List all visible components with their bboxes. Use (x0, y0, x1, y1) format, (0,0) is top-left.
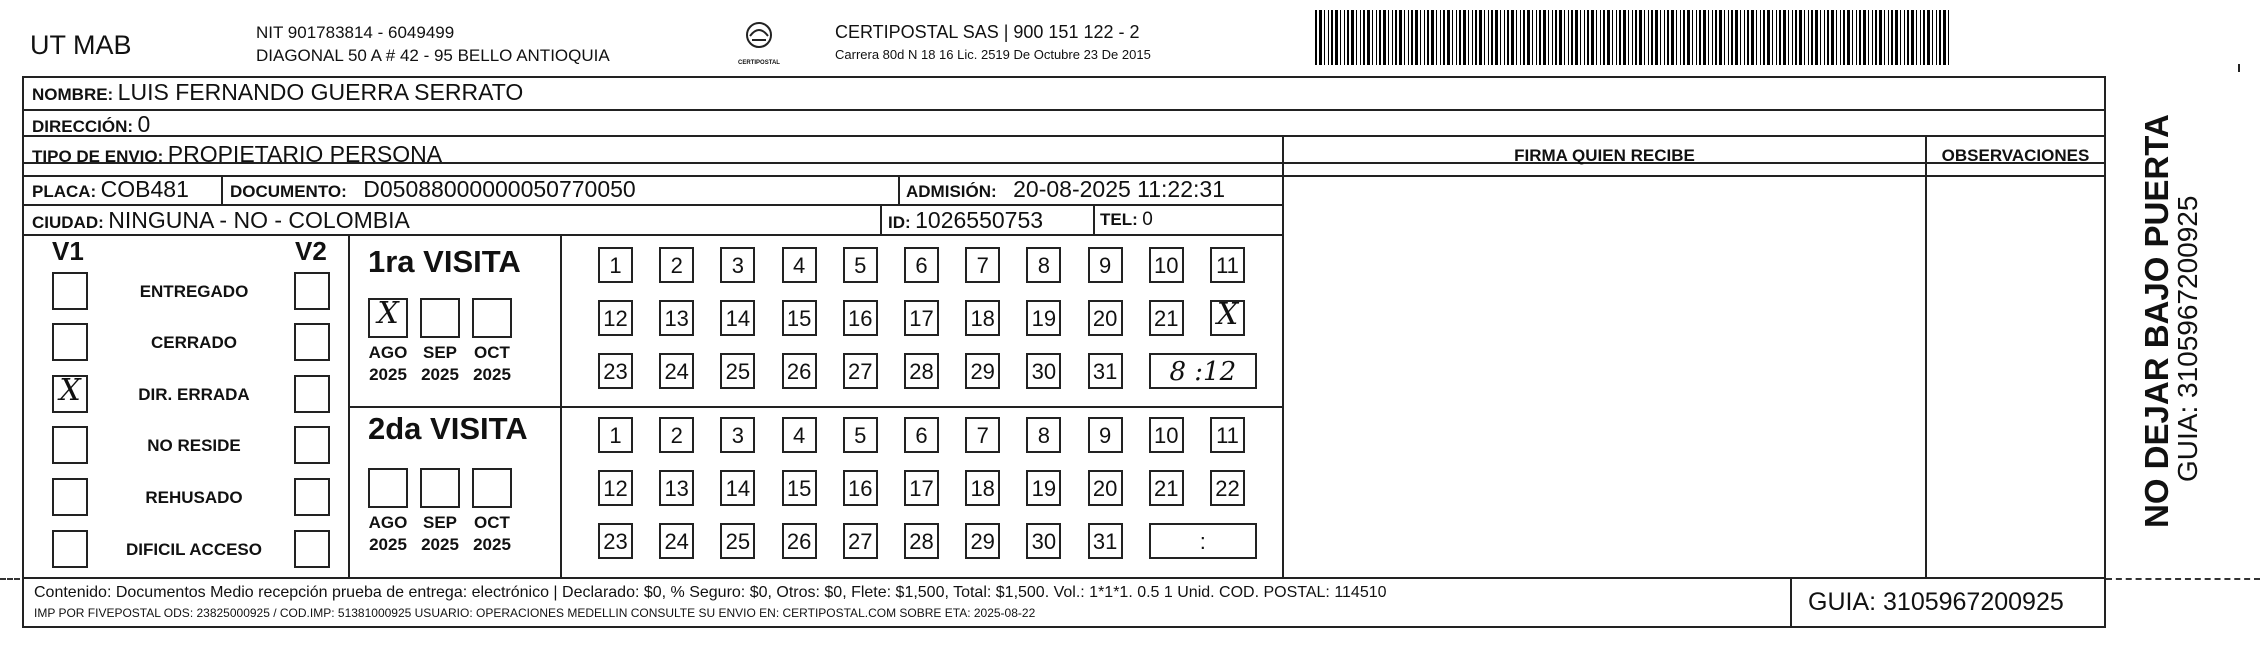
day-box[interactable]: 23 (598, 353, 633, 389)
day-box[interactable]: 18 (965, 470, 1000, 506)
edge-mark (2238, 64, 2240, 72)
col-line (880, 204, 882, 234)
col-line (1093, 204, 1095, 234)
status-option-label: NO RESIDE (147, 436, 241, 455)
id-field (888, 207, 1043, 234)
cut-line-left (0, 578, 20, 580)
day-box[interactable]: 15 (782, 470, 817, 506)
nombre-field (32, 79, 523, 106)
day-box[interactable]: 21 (1149, 470, 1184, 506)
ciudad-field (32, 207, 410, 234)
v2-checkbox[interactable] (294, 375, 330, 413)
day-box[interactable] (1210, 297, 1245, 336)
day-box[interactable]: 7 (965, 247, 1000, 283)
day-box[interactable]: 1 (598, 417, 633, 453)
col-line (221, 175, 223, 204)
frame-top (22, 76, 2106, 78)
day-box[interactable]: 5 (843, 417, 878, 453)
day-box[interactable]: 11 (1210, 247, 1245, 283)
handwritten-mark: X (1216, 297, 1239, 332)
day-box[interactable]: 28 (904, 353, 939, 389)
day-box[interactable]: 10 (1149, 247, 1184, 283)
frame-right (2104, 76, 2106, 628)
v1-header: V1 (52, 236, 84, 266)
day-box[interactable]: 29 (965, 353, 1000, 389)
frame-bottom (22, 626, 2106, 628)
day-box[interactable]: 4 (782, 417, 817, 453)
v1-checkbox[interactable] (52, 530, 88, 568)
v1-checkbox[interactable] (52, 375, 88, 413)
row-line (22, 109, 2106, 111)
day-box[interactable]: 17 (904, 470, 939, 506)
second-visit-title: 2da VISITA (368, 411, 528, 446)
id-value: 1026550753 (915, 207, 1044, 233)
month-label: AGO (368, 343, 408, 362)
side-guia: GUIA: 3105967200925 (2172, 195, 2203, 482)
day-box[interactable]: 7 (965, 417, 1000, 453)
day-box[interactable]: 27 (843, 523, 878, 559)
day-box[interactable]: 29 (965, 523, 1000, 559)
handwritten-mark: X (59, 373, 81, 408)
v2-checkbox[interactable] (294, 426, 330, 464)
month-label: OCT (474, 513, 510, 532)
month-label: AGO (368, 513, 408, 532)
documento-field (230, 176, 636, 203)
company-nit: NIT 901783814 - 6049499 (256, 23, 455, 42)
placa-value: COB481 (100, 176, 189, 202)
placa-label: PLACA: (32, 182, 97, 201)
day-box[interactable]: 2 (659, 417, 694, 453)
v1-checkbox[interactable] (52, 426, 88, 464)
tipo-envio-value: PROPIETARIO PERSONA (167, 141, 443, 167)
day-box[interactable]: 19 (1026, 300, 1061, 336)
v2-checkbox[interactable] (294, 478, 330, 516)
cut-line-right (2106, 578, 2260, 580)
day-box[interactable]: 24 (659, 353, 694, 389)
side-warning: NO DEJAR BAJO PUERTA (2138, 114, 2175, 528)
col-line (1282, 135, 1284, 577)
day-box[interactable]: 28 (904, 523, 939, 559)
certipostal-logo (728, 20, 790, 68)
handwritten-mark: X (377, 296, 399, 331)
day-box[interactable]: 12 (598, 300, 633, 336)
day-box[interactable]: 26 (782, 523, 817, 559)
day-box[interactable]: 6 (904, 247, 939, 283)
day-box[interactable]: 18 (965, 300, 1000, 336)
day-box[interactable]: 27 (843, 353, 878, 389)
day-box[interactable]: 31 (1088, 353, 1123, 389)
day-box[interactable]: 14 (720, 470, 755, 506)
day-box[interactable]: 11 (1210, 417, 1245, 453)
month-label: SEP (422, 513, 458, 532)
day-box[interactable]: 8 (1026, 417, 1061, 453)
day-box[interactable]: 20 (1088, 300, 1123, 336)
direccion-label: DIRECCIÓN: (32, 117, 134, 136)
day-box[interactable]: 30 (1026, 353, 1061, 389)
day-box[interactable]: 15 (782, 300, 817, 336)
company-name: UT MAB (30, 30, 132, 60)
day-box[interactable]: 13 (659, 470, 694, 506)
barcode (1315, 10, 1950, 65)
first-visit-title: 1ra VISITA (368, 244, 521, 279)
col-line (1790, 577, 1792, 627)
col-line (1925, 135, 1927, 577)
day-box[interactable]: 12 (598, 470, 633, 506)
nombre-value: LUIS FERNANDO GUERRA SERRATO (117, 79, 524, 105)
direccion-value: 0 (137, 111, 151, 137)
direccion-field (32, 111, 150, 138)
year-label: 2025 (421, 535, 459, 554)
day-box[interactable]: 31 (1088, 523, 1123, 559)
time-box[interactable]: 8 :12 (1149, 353, 1257, 389)
v2-header: V2 (295, 236, 327, 266)
day-box[interactable]: 22 (1210, 470, 1245, 506)
day-box[interactable]: 10 (1149, 417, 1184, 453)
ciudad-label: CIUDAD: (32, 213, 104, 232)
v1-checkbox[interactable] (52, 272, 88, 310)
tel-field (1100, 209, 1153, 231)
tel-label: TEL: (1100, 210, 1138, 229)
tipo-envio-field (32, 141, 442, 168)
day-box[interactable]: 3 (720, 247, 755, 283)
carrier-name: CERTIPOSTAL SAS | 900 151 122 - 2 (835, 22, 1140, 42)
day-box[interactable]: 6 (904, 417, 939, 453)
day-box[interactable]: 16 (843, 470, 878, 506)
nombre-label: NOMBRE: (32, 85, 114, 104)
year-label: 2025 (369, 365, 407, 384)
day-box[interactable]: 30 (1026, 523, 1061, 559)
documento-label: DOCUMENTO: (230, 182, 347, 201)
admision-field (906, 176, 1225, 203)
visit-divider (348, 406, 1284, 408)
row-line (22, 577, 2106, 579)
admision-label: ADMISIÓN: (906, 182, 997, 201)
day-box[interactable]: 23 (598, 523, 633, 559)
footer-guia: GUIA: 3105967200925 (1808, 588, 2064, 616)
footer-content: Contenido: Documentos Medio recepción prueba de entrega: electrónico | Declarado: $0, % Seguro: $0, Otros: $0, Flete: $1,500, Total: $1,500. Vol.: 1*1*1. 0.5 1 Unid. COD. POSTAL: 114510 (34, 584, 1387, 601)
status-option-label: DIFICIL ACCESO (125, 540, 262, 559)
year-label: 2025 (473, 535, 511, 554)
status-option-label: ENTREGADO (139, 282, 249, 301)
month-checkbox[interactable] (368, 298, 408, 338)
day-box[interactable]: 4 (782, 247, 817, 283)
admision-value: 20-08-2025 11:22:31 (1013, 176, 1225, 202)
month-label: SEP (422, 343, 458, 362)
v1-checkbox[interactable] (52, 478, 88, 516)
month-checkbox[interactable] (472, 298, 512, 338)
logo-emblem-icon (728, 20, 790, 54)
day-box[interactable]: 9 (1088, 417, 1123, 453)
day-box[interactable]: 2 (659, 247, 694, 283)
v2-checkbox[interactable] (294, 323, 330, 361)
status-option-label: REHUSADO (145, 488, 243, 507)
frame-left (22, 76, 24, 628)
row-line (22, 135, 2106, 137)
day-box[interactable]: 19 (1026, 470, 1061, 506)
day-box[interactable]: 9 (1088, 247, 1123, 283)
month-checkbox[interactable] (420, 468, 460, 508)
day-box[interactable]: 24 (659, 523, 694, 559)
observaciones-header: OBSERVACIONES (1941, 146, 2090, 165)
year-label: 2025 (369, 535, 407, 554)
day-box[interactable]: 17 (904, 300, 939, 336)
id-label: ID: (888, 213, 911, 232)
day-box[interactable]: 16 (843, 300, 878, 336)
month-label: OCT (474, 343, 510, 362)
day-box[interactable]: 20 (1088, 470, 1123, 506)
month-checkbox[interactable] (368, 468, 408, 508)
day-box[interactable]: 13 (659, 300, 694, 336)
year-label: 2025 (421, 365, 459, 384)
carrier-address: Carrera 80d N 18 16 Lic. 2519 De Octubre 23 De 2015 (835, 47, 1151, 62)
day-box[interactable]: 26 (782, 353, 817, 389)
placa-field (32, 176, 189, 203)
day-box[interactable]: 25 (720, 353, 755, 389)
day-box[interactable]: 25 (720, 523, 755, 559)
tipo-envio-label: TIPO DE ENVIO: (32, 147, 164, 166)
v2-checkbox[interactable] (294, 530, 330, 568)
month-checkbox[interactable] (472, 468, 512, 508)
status-option-label: CERRADO (151, 333, 237, 352)
day-box[interactable]: 3 (720, 417, 755, 453)
year-label: 2025 (473, 365, 511, 384)
status-option-label: DIR. ERRADA (138, 385, 250, 404)
logo-text: CERTIPOSTAL (738, 60, 780, 66)
tel-value: 0 (1142, 209, 1153, 230)
day-box[interactable]: 1 (598, 247, 633, 283)
footer-imp: IMP POR FIVEPOSTAL ODS: 23825000925 / COD.IMP: 51381000925 USUARIO: OPERACIONES MEDELLIN CONSULTE SU ENVIO EN: CERTIPOSTAL.COM SOBRE ETA: 2025-08-22 (34, 606, 1036, 620)
month-checkbox[interactable] (420, 298, 460, 338)
day-box[interactable]: 14 (720, 300, 755, 336)
col-line (898, 175, 900, 204)
day-box[interactable]: 21 (1149, 300, 1184, 336)
time-box[interactable]: : (1149, 523, 1257, 559)
ciudad-value: NINGUNA - NO - COLOMBIA (108, 207, 410, 233)
day-box[interactable]: 8 (1026, 247, 1061, 283)
row-line (22, 234, 1284, 236)
firma-header: FIRMA QUIEN RECIBE (1514, 146, 1695, 165)
documento-value: D05088000000050770050 (363, 176, 636, 202)
v2-checkbox[interactable] (294, 272, 330, 310)
company-address: DIAGONAL 50 A # 42 - 95 BELLO ANTIOQUIA (256, 46, 610, 65)
day-box[interactable]: 5 (843, 247, 878, 283)
v1-checkbox[interactable] (52, 323, 88, 361)
